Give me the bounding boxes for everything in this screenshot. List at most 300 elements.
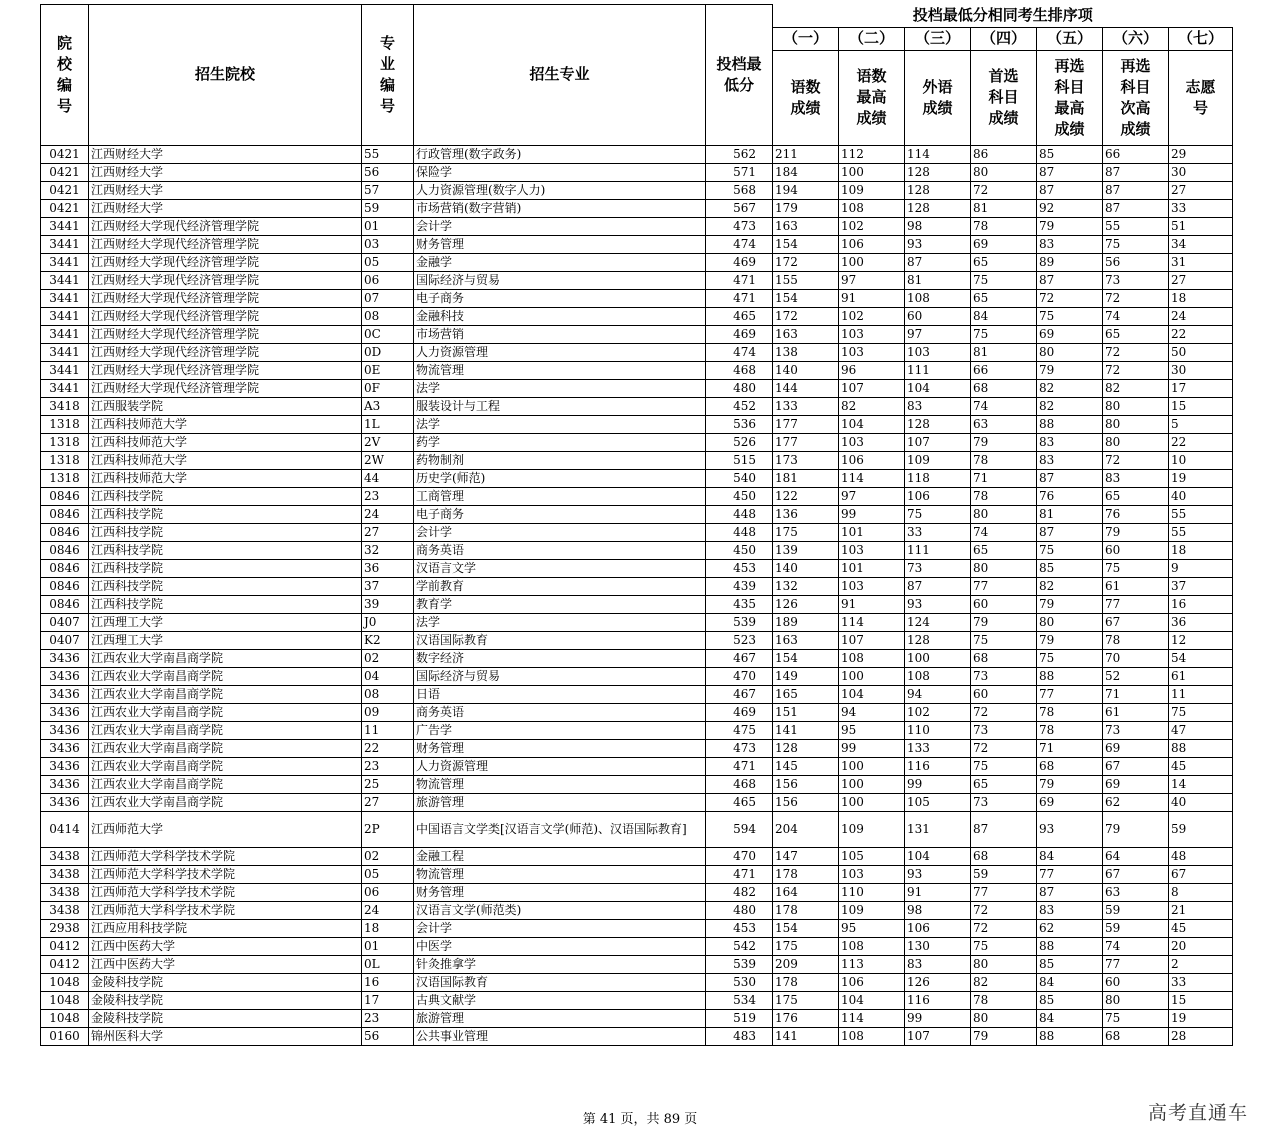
cell-min-score: 562: [706, 145, 773, 163]
table-row: [41, 451, 1233, 469]
cell-chinese-math-max: 102: [839, 307, 905, 325]
cell-first-subject-score: 60: [971, 685, 1037, 703]
cell-chinese-math-score: 140: [773, 361, 839, 379]
cell-major-name: 药物制剂: [414, 451, 706, 469]
cell-school-code: 3438: [41, 883, 89, 901]
cell-second-subject-next: 82: [1103, 379, 1169, 397]
cell-first-subject-score: 68: [971, 847, 1037, 865]
cell-min-score: 453: [706, 559, 773, 577]
cell-major-code: 36: [362, 559, 414, 577]
cell-second-subject-next: 75: [1103, 235, 1169, 253]
cell-preference-number: 18: [1169, 289, 1233, 307]
table-row: [41, 523, 1233, 541]
cell-major-code: 06: [362, 883, 414, 901]
cell-min-score: 473: [706, 217, 773, 235]
cell-school-name: 江西农业大学南昌商学院: [89, 757, 362, 775]
cell-chinese-math-max: 101: [839, 559, 905, 577]
cell-school-name: 金陵科技学院: [89, 991, 362, 1009]
cell-preference-number: 9: [1169, 559, 1233, 577]
cell-first-subject-score: 78: [971, 451, 1037, 469]
cell-second-subject-max: 84: [1037, 973, 1103, 991]
cell-major-code: 05: [362, 865, 414, 883]
cell-first-subject-score: 80: [971, 559, 1037, 577]
table-row: [41, 469, 1233, 487]
cell-school-code: 1318: [41, 451, 89, 469]
header-order-4: （四）: [971, 27, 1037, 50]
cell-chinese-math-score: 156: [773, 775, 839, 793]
cell-major-name: 财务管理: [414, 883, 706, 901]
cell-first-subject-score: 79: [971, 433, 1037, 451]
cell-min-score: 480: [706, 379, 773, 397]
cell-school-code: 0421: [41, 181, 89, 199]
cell-major-code: K2: [362, 631, 414, 649]
cell-preference-number: 50: [1169, 343, 1233, 361]
cell-first-subject-score: 78: [971, 217, 1037, 235]
cell-second-subject-next: 60: [1103, 973, 1169, 991]
cell-preference-number: 67: [1169, 865, 1233, 883]
cell-second-subject-max: 92: [1037, 199, 1103, 217]
cell-major-code: 25: [362, 775, 414, 793]
cell-chinese-math-score: 176: [773, 1009, 839, 1027]
cell-chinese-math-max: 109: [839, 901, 905, 919]
cell-preference-number: 24: [1169, 307, 1233, 325]
cell-major-code: 0C: [362, 325, 414, 343]
cell-major-code: 0D: [362, 343, 414, 361]
cell-first-subject-score: 59: [971, 865, 1037, 883]
cell-major-name: 财务管理: [414, 739, 706, 757]
cell-school-code: 2938: [41, 919, 89, 937]
cell-foreign-language-score: 118: [905, 469, 971, 487]
cell-major-code: 11: [362, 721, 414, 739]
cell-min-score: 515: [706, 451, 773, 469]
cell-preference-number: 31: [1169, 253, 1233, 271]
cell-major-name: 金融学: [414, 253, 706, 271]
cell-second-subject-max: 85: [1037, 559, 1103, 577]
cell-preference-number: 36: [1169, 613, 1233, 631]
cell-second-subject-next: 80: [1103, 415, 1169, 433]
header-sort-item-4: 首选科目成绩: [971, 50, 1037, 145]
cell-chinese-math-score: 128: [773, 739, 839, 757]
cell-major-name: 商务英语: [414, 541, 706, 559]
cell-min-score: 523: [706, 631, 773, 649]
cell-major-name: 旅游管理: [414, 1009, 706, 1027]
cell-min-score: 448: [706, 505, 773, 523]
cell-school-name: 江西科技学院: [89, 577, 362, 595]
table-row: [41, 487, 1233, 505]
header-order-6: （六）: [1103, 27, 1169, 50]
cell-school-code: 3441: [41, 307, 89, 325]
cell-second-subject-max: 85: [1037, 145, 1103, 163]
cell-foreign-language-score: 128: [905, 415, 971, 433]
cell-school-name: 江西财经大学: [89, 199, 362, 217]
cell-major-name: 日语: [414, 685, 706, 703]
cell-major-name: 会计学: [414, 919, 706, 937]
cell-school-name: 江西科技学院: [89, 523, 362, 541]
cell-chinese-math-max: 112: [839, 145, 905, 163]
cell-preference-number: 61: [1169, 667, 1233, 685]
cell-foreign-language-score: 33: [905, 523, 971, 541]
cell-chinese-math-max: 100: [839, 757, 905, 775]
cell-chinese-math-max: 102: [839, 217, 905, 235]
cell-school-code: 3436: [41, 793, 89, 811]
cell-preference-number: 27: [1169, 181, 1233, 199]
cell-foreign-language-score: 93: [905, 235, 971, 253]
cell-school-name: 江西财经大学现代经济管理学院: [89, 217, 362, 235]
cell-chinese-math-score: 154: [773, 919, 839, 937]
cell-preference-number: 2: [1169, 955, 1233, 973]
cell-second-subject-next: 67: [1103, 865, 1169, 883]
cell-second-subject-max: 87: [1037, 271, 1103, 289]
cell-second-subject-max: 87: [1037, 181, 1103, 199]
cell-chinese-math-score: 147: [773, 847, 839, 865]
cell-first-subject-score: 74: [971, 397, 1037, 415]
cell-first-subject-score: 84: [971, 307, 1037, 325]
header-order-2: （二）: [839, 27, 905, 50]
cell-chinese-math-max: 104: [839, 415, 905, 433]
cell-chinese-math-score: 177: [773, 415, 839, 433]
cell-major-code: 18: [362, 919, 414, 937]
table-row: [41, 361, 1233, 379]
cell-major-code: 32: [362, 541, 414, 559]
cell-school-name: 江西师范大学科学技术学院: [89, 865, 362, 883]
cell-min-score: 452: [706, 397, 773, 415]
cell-second-subject-next: 79: [1103, 523, 1169, 541]
cell-first-subject-score: 81: [971, 343, 1037, 361]
cell-school-name: 江西财经大学现代经济管理学院: [89, 379, 362, 397]
table-row: [41, 775, 1233, 793]
cell-school-code: 0846: [41, 487, 89, 505]
cell-foreign-language-score: 87: [905, 577, 971, 595]
cell-preference-number: 19: [1169, 469, 1233, 487]
cell-major-code: 39: [362, 595, 414, 613]
cell-chinese-math-max: 103: [839, 433, 905, 451]
cell-major-code: 03: [362, 235, 414, 253]
cell-chinese-math-max: 97: [839, 271, 905, 289]
cell-foreign-language-score: 105: [905, 793, 971, 811]
cell-major-name: 教育学: [414, 595, 706, 613]
cell-chinese-math-max: 103: [839, 865, 905, 883]
cell-foreign-language-score: 104: [905, 379, 971, 397]
cell-foreign-language-score: 130: [905, 937, 971, 955]
cell-second-subject-max: 78: [1037, 703, 1103, 721]
cell-major-name: 人力资源管理(数字人力): [414, 181, 706, 199]
cell-foreign-language-score: 106: [905, 487, 971, 505]
cell-major-code: 22: [362, 739, 414, 757]
cell-chinese-math-max: 105: [839, 847, 905, 865]
cell-second-subject-next: 80: [1103, 433, 1169, 451]
cell-foreign-language-score: 87: [905, 253, 971, 271]
cell-major-name: 学前教育: [414, 577, 706, 595]
cell-preference-number: 29: [1169, 145, 1233, 163]
cell-major-code: 37: [362, 577, 414, 595]
cell-first-subject-score: 72: [971, 739, 1037, 757]
cell-second-subject-next: 61: [1103, 577, 1169, 595]
cell-major-code: 23: [362, 757, 414, 775]
cell-second-subject-max: 87: [1037, 469, 1103, 487]
header-sort-item-5: 再选科目最高成绩: [1037, 50, 1103, 145]
cell-chinese-math-max: 104: [839, 991, 905, 1009]
cell-major-code: A3: [362, 397, 414, 415]
cell-second-subject-max: 82: [1037, 379, 1103, 397]
cell-second-subject-next: 59: [1103, 919, 1169, 937]
cell-second-subject-next: 74: [1103, 937, 1169, 955]
cell-school-code: 3418: [41, 397, 89, 415]
cell-major-name: 古典文献学: [414, 991, 706, 1009]
cell-major-name: 保险学: [414, 163, 706, 181]
cell-school-name: 江西财经大学: [89, 163, 362, 181]
cell-chinese-math-score: 178: [773, 901, 839, 919]
cell-second-subject-next: 70: [1103, 649, 1169, 667]
cell-chinese-math-score: 179: [773, 199, 839, 217]
cell-foreign-language-score: 111: [905, 541, 971, 559]
cell-min-score: 465: [706, 307, 773, 325]
cell-school-name: 江西科技师范大学: [89, 415, 362, 433]
cell-second-subject-next: 78: [1103, 631, 1169, 649]
cell-chinese-math-max: 114: [839, 1009, 905, 1027]
cell-second-subject-max: 77: [1037, 685, 1103, 703]
cell-school-name: 江西科技学院: [89, 505, 362, 523]
cell-first-subject-score: 81: [971, 199, 1037, 217]
cell-second-subject-next: 75: [1103, 1009, 1169, 1027]
cell-chinese-math-max: 100: [839, 775, 905, 793]
cell-chinese-math-score: 194: [773, 181, 839, 199]
cell-second-subject-next: 66: [1103, 145, 1169, 163]
cell-school-name: 江西财经大学现代经济管理学院: [89, 307, 362, 325]
cell-first-subject-score: 75: [971, 757, 1037, 775]
cell-chinese-math-max: 91: [839, 289, 905, 307]
header-sort-item-3: 外语成绩: [905, 50, 971, 145]
cell-min-score: 470: [706, 667, 773, 685]
cell-preference-number: 45: [1169, 919, 1233, 937]
cell-preference-number: 88: [1169, 739, 1233, 757]
cell-second-subject-next: 77: [1103, 955, 1169, 973]
cell-chinese-math-score: 165: [773, 685, 839, 703]
cell-foreign-language-score: 107: [905, 1027, 971, 1045]
cell-preference-number: 54: [1169, 649, 1233, 667]
cell-min-score: 435: [706, 595, 773, 613]
cell-foreign-language-score: 110: [905, 721, 971, 739]
cell-chinese-math-score: 154: [773, 649, 839, 667]
cell-second-subject-max: 88: [1037, 937, 1103, 955]
table-body: [41, 145, 1233, 1045]
cell-major-name: 电子商务: [414, 505, 706, 523]
header-sort-item-2: 语数最高成绩: [839, 50, 905, 145]
cell-school-code: 0421: [41, 199, 89, 217]
cell-school-name: 江西师范大学: [89, 811, 362, 847]
cell-preference-number: 55: [1169, 505, 1233, 523]
cell-foreign-language-score: 128: [905, 631, 971, 649]
cell-major-code: 01: [362, 217, 414, 235]
cell-major-name: 市场营销: [414, 325, 706, 343]
cell-second-subject-next: 59: [1103, 901, 1169, 919]
header-order-1: （一）: [773, 27, 839, 50]
cell-major-code: 2V: [362, 433, 414, 451]
cell-major-name: 商务英语: [414, 703, 706, 721]
table-row: [41, 757, 1233, 775]
table-row: [41, 685, 1233, 703]
cell-major-name: 物流管理: [414, 865, 706, 883]
cell-second-subject-next: 83: [1103, 469, 1169, 487]
table-row: [41, 415, 1233, 433]
table-row: [41, 1027, 1233, 1045]
cell-foreign-language-score: 116: [905, 757, 971, 775]
cell-chinese-math-max: 97: [839, 487, 905, 505]
cell-chinese-math-score: 156: [773, 793, 839, 811]
cell-chinese-math-max: 114: [839, 469, 905, 487]
cell-major-code: 23: [362, 1009, 414, 1027]
cell-second-subject-max: 83: [1037, 433, 1103, 451]
cell-second-subject-next: 72: [1103, 289, 1169, 307]
cell-school-code: 3436: [41, 775, 89, 793]
cell-school-code: 0846: [41, 595, 89, 613]
cell-second-subject-next: 69: [1103, 739, 1169, 757]
table-row: [41, 577, 1233, 595]
cell-major-name: 电子商务: [414, 289, 706, 307]
cell-foreign-language-score: 111: [905, 361, 971, 379]
cell-major-code: 59: [362, 199, 414, 217]
cell-school-name: 金陵科技学院: [89, 973, 362, 991]
cell-first-subject-score: 75: [971, 631, 1037, 649]
table-row: [41, 541, 1233, 559]
cell-chinese-math-score: 175: [773, 523, 839, 541]
cell-second-subject-max: 83: [1037, 451, 1103, 469]
cell-foreign-language-score: 75: [905, 505, 971, 523]
cell-preference-number: 5: [1169, 415, 1233, 433]
cell-school-name: 江西科技学院: [89, 487, 362, 505]
header-order-7: （七）: [1169, 27, 1233, 50]
cell-min-score: 468: [706, 775, 773, 793]
cell-chinese-math-score: 184: [773, 163, 839, 181]
header-order-3: （三）: [905, 27, 971, 50]
cell-min-score: 468: [706, 361, 773, 379]
cell-preference-number: 51: [1169, 217, 1233, 235]
cell-second-subject-next: 56: [1103, 253, 1169, 271]
cell-first-subject-score: 75: [971, 325, 1037, 343]
cell-preference-number: 21: [1169, 901, 1233, 919]
cell-min-score: 526: [706, 433, 773, 451]
cell-first-subject-score: 79: [971, 613, 1037, 631]
cell-first-subject-score: 65: [971, 253, 1037, 271]
cell-school-code: 3436: [41, 703, 89, 721]
cell-preference-number: 55: [1169, 523, 1233, 541]
table-header: [41, 5, 1233, 146]
cell-major-name: 中医学: [414, 937, 706, 955]
cell-school-code: 0846: [41, 577, 89, 595]
cell-foreign-language-score: 99: [905, 775, 971, 793]
cell-major-code: 2W: [362, 451, 414, 469]
cell-major-name: 汉语言文学: [414, 559, 706, 577]
cell-school-code: 3441: [41, 343, 89, 361]
cell-second-subject-max: 81: [1037, 505, 1103, 523]
table-row: [41, 217, 1233, 235]
cell-chinese-math-max: 100: [839, 793, 905, 811]
cell-chinese-math-max: 95: [839, 919, 905, 937]
cell-first-subject-score: 72: [971, 703, 1037, 721]
cell-major-name: 人力资源管理: [414, 343, 706, 361]
cell-foreign-language-score: 99: [905, 1009, 971, 1027]
cell-major-code: 27: [362, 793, 414, 811]
cell-first-subject-score: 80: [971, 505, 1037, 523]
cell-foreign-language-score: 128: [905, 181, 971, 199]
cell-school-name: 江西农业大学南昌商学院: [89, 739, 362, 757]
header-order-5: （五）: [1037, 27, 1103, 50]
cell-chinese-math-max: 108: [839, 1027, 905, 1045]
cell-major-code: 24: [362, 901, 414, 919]
cell-foreign-language-score: 124: [905, 613, 971, 631]
cell-foreign-language-score: 94: [905, 685, 971, 703]
cell-major-code: 0E: [362, 361, 414, 379]
cell-school-name: 江西财经大学: [89, 181, 362, 199]
table-row: [41, 505, 1233, 523]
cell-min-score: 469: [706, 325, 773, 343]
cell-school-name: 江西理工大学: [89, 613, 362, 631]
cell-major-name: 法学: [414, 415, 706, 433]
cell-min-score: 568: [706, 181, 773, 199]
cell-second-subject-max: 77: [1037, 865, 1103, 883]
cell-first-subject-score: 65: [971, 289, 1037, 307]
cell-second-subject-max: 88: [1037, 1027, 1103, 1045]
cell-second-subject-max: 79: [1037, 775, 1103, 793]
cell-second-subject-max: 69: [1037, 325, 1103, 343]
cell-min-score: 471: [706, 865, 773, 883]
cell-major-name: 广告学: [414, 721, 706, 739]
cell-first-subject-score: 72: [971, 181, 1037, 199]
cell-major-name: 法学: [414, 379, 706, 397]
cell-min-score: 450: [706, 487, 773, 505]
cell-school-name: 江西科技师范大学: [89, 451, 362, 469]
cell-school-code: 1318: [41, 469, 89, 487]
cell-major-name: 市场营销(数字营销): [414, 199, 706, 217]
cell-second-subject-next: 62: [1103, 793, 1169, 811]
cell-second-subject-max: 85: [1037, 955, 1103, 973]
cell-second-subject-max: 76: [1037, 487, 1103, 505]
cell-second-subject-next: 72: [1103, 343, 1169, 361]
cell-min-score: 471: [706, 289, 773, 307]
cell-second-subject-next: 87: [1103, 181, 1169, 199]
cell-second-subject-max: 82: [1037, 577, 1103, 595]
header-sort-item-6: 再选科目次高成绩: [1103, 50, 1169, 145]
cell-school-name: 江西农业大学南昌商学院: [89, 793, 362, 811]
cell-school-name: 锦州医科大学: [89, 1027, 362, 1045]
cell-min-score: 536: [706, 415, 773, 433]
cell-second-subject-max: 69: [1037, 793, 1103, 811]
cell-school-name: 江西中医药大学: [89, 955, 362, 973]
cell-first-subject-score: 80: [971, 1009, 1037, 1027]
cell-second-subject-max: 71: [1037, 739, 1103, 757]
cell-second-subject-next: 63: [1103, 883, 1169, 901]
cell-chinese-math-score: 136: [773, 505, 839, 523]
cell-chinese-math-score: 132: [773, 577, 839, 595]
cell-second-subject-next: 64: [1103, 847, 1169, 865]
cell-second-subject-next: 67: [1103, 757, 1169, 775]
cell-chinese-math-score: 163: [773, 217, 839, 235]
table-row: [41, 289, 1233, 307]
cell-foreign-language-score: 106: [905, 919, 971, 937]
cell-preference-number: 15: [1169, 991, 1233, 1009]
cell-school-code: 0407: [41, 631, 89, 649]
cell-second-subject-next: 87: [1103, 163, 1169, 181]
cell-first-subject-score: 73: [971, 721, 1037, 739]
cell-major-name: 汉语国际教育: [414, 631, 706, 649]
cell-first-subject-score: 78: [971, 991, 1037, 1009]
cell-second-subject-next: 72: [1103, 361, 1169, 379]
cell-school-code: 1318: [41, 415, 89, 433]
cell-foreign-language-score: 133: [905, 739, 971, 757]
cell-second-subject-max: 82: [1037, 397, 1103, 415]
cell-chinese-math-score: 175: [773, 937, 839, 955]
cell-major-name: 物流管理: [414, 361, 706, 379]
cell-first-subject-score: 80: [971, 163, 1037, 181]
